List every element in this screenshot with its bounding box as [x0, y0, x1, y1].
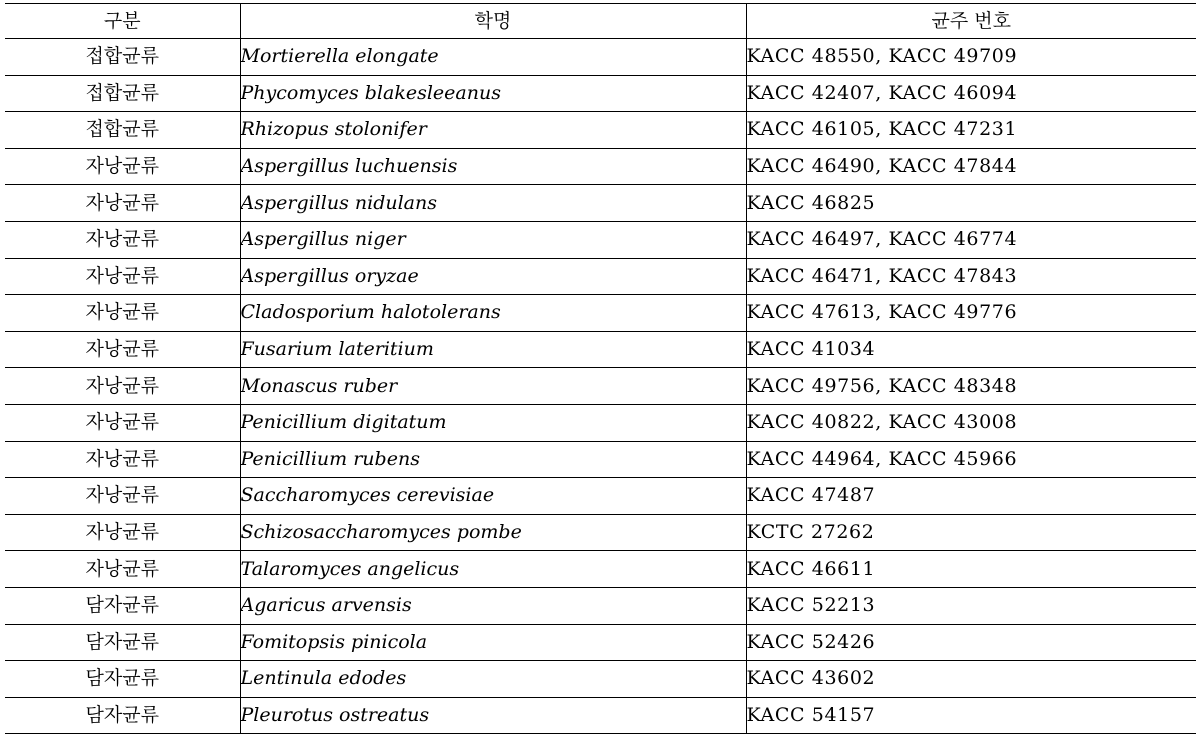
cell-strain-number: KACC 47613, KACC 49776 — [746, 295, 1196, 332]
cell-category: 자낭균류 — [5, 368, 240, 405]
table-row — [5, 75, 1196, 112]
header-category: 구분 — [5, 4, 240, 39]
cell-category: 접합균류 — [5, 39, 240, 76]
table-row — [5, 39, 1196, 76]
table-row — [5, 441, 1196, 478]
cell-scientific-name: Rhizopus stolonifer — [240, 112, 746, 149]
table-row — [5, 587, 1196, 624]
table-row — [5, 404, 1196, 441]
table-row — [5, 551, 1196, 588]
cell-scientific-name: Cladosporium halotolerans — [240, 295, 746, 332]
cell-strain-number: KACC 46105, KACC 47231 — [746, 112, 1196, 149]
cell-category: 담자균류 — [5, 624, 240, 661]
table-row — [5, 514, 1196, 551]
cell-category: 자낭균류 — [5, 551, 240, 588]
header-strain-number: 균주 번호 — [746, 4, 1196, 39]
cell-strain-number: KACC 54157 — [746, 697, 1196, 734]
cell-category: 접합균류 — [5, 112, 240, 149]
table-header — [5, 4, 1196, 39]
cell-strain-number: KACC 46471, KACC 47843 — [746, 258, 1196, 295]
cell-category: 담자균류 — [5, 587, 240, 624]
cell-strain-number: KACC 43602 — [746, 661, 1196, 698]
cell-strain-number: KCTC 27262 — [746, 514, 1196, 551]
cell-category: 자낭균류 — [5, 514, 240, 551]
cell-strain-number: KACC 46497, KACC 46774 — [746, 221, 1196, 258]
cell-category: 자낭균류 — [5, 221, 240, 258]
cell-category: 자낭균류 — [5, 295, 240, 332]
header-scientific-name: 학명 — [240, 4, 746, 39]
cell-category: 자낭균류 — [5, 258, 240, 295]
header-row — [5, 4, 1196, 39]
cell-scientific-name: Aspergillus nidulans — [240, 185, 746, 222]
cell-category: 자낭균류 — [5, 185, 240, 222]
cell-strain-number: KACC 46611 — [746, 551, 1196, 588]
cell-scientific-name: Fomitopsis pinicola — [240, 624, 746, 661]
cell-category: 접합균류 — [5, 75, 240, 112]
cell-scientific-name: Penicillium digitatum — [240, 404, 746, 441]
cell-scientific-name: Aspergillus oryzae — [240, 258, 746, 295]
cell-strain-number: KACC 52426 — [746, 624, 1196, 661]
cell-category: 자낭균류 — [5, 441, 240, 478]
cell-scientific-name: Schizosaccharomyces pombe — [240, 514, 746, 551]
fungal-strain-table — [5, 3, 1196, 734]
cell-scientific-name: Aspergillus niger — [240, 221, 746, 258]
cell-strain-number: KACC 46490, KACC 47844 — [746, 148, 1196, 185]
table-row — [5, 295, 1196, 332]
table-row — [5, 185, 1196, 222]
cell-scientific-name: Aspergillus luchuensis — [240, 148, 746, 185]
cell-category: 자낭균류 — [5, 478, 240, 515]
cell-category: 자낭균류 — [5, 404, 240, 441]
cell-scientific-name: Penicillium rubens — [240, 441, 746, 478]
cell-scientific-name: Pleurotus ostreatus — [240, 697, 746, 734]
cell-strain-number: KACC 49756, KACC 48348 — [746, 368, 1196, 405]
cell-scientific-name: Talaromyces angelicus — [240, 551, 746, 588]
cell-strain-number: KACC 40822, KACC 43008 — [746, 404, 1196, 441]
cell-scientific-name: Mortierella elongate — [240, 39, 746, 76]
cell-strain-number: KACC 46825 — [746, 185, 1196, 222]
cell-scientific-name: Lentinula edodes — [240, 661, 746, 698]
cell-strain-number: KACC 48550, KACC 49709 — [746, 39, 1196, 76]
cell-strain-number: KACC 52213 — [746, 587, 1196, 624]
table-row — [5, 258, 1196, 295]
cell-scientific-name: Monascus ruber — [240, 368, 746, 405]
table-row — [5, 221, 1196, 258]
cell-scientific-name: Saccharomyces cerevisiae — [240, 478, 746, 515]
table-row — [5, 148, 1196, 185]
cell-category: 자낭균류 — [5, 148, 240, 185]
cell-strain-number: KACC 42407, KACC 46094 — [746, 75, 1196, 112]
table-row — [5, 697, 1196, 734]
cell-scientific-name: Agaricus arvensis — [240, 587, 746, 624]
cell-category: 자낭균류 — [5, 331, 240, 368]
table-row — [5, 478, 1196, 515]
table-row — [5, 112, 1196, 149]
cell-strain-number: KACC 47487 — [746, 478, 1196, 515]
cell-strain-number: KACC 41034 — [746, 331, 1196, 368]
table-row — [5, 331, 1196, 368]
table-row — [5, 368, 1196, 405]
table-row — [5, 661, 1196, 698]
cell-scientific-name: Phycomyces blakesleeanus — [240, 75, 746, 112]
cell-category: 담자균류 — [5, 661, 240, 698]
cell-strain-number: KACC 44964, KACC 45966 — [746, 441, 1196, 478]
cell-scientific-name: Fusarium lateritium — [240, 331, 746, 368]
table-row — [5, 624, 1196, 661]
table-body — [5, 39, 1196, 734]
cell-category: 담자균류 — [5, 697, 240, 734]
